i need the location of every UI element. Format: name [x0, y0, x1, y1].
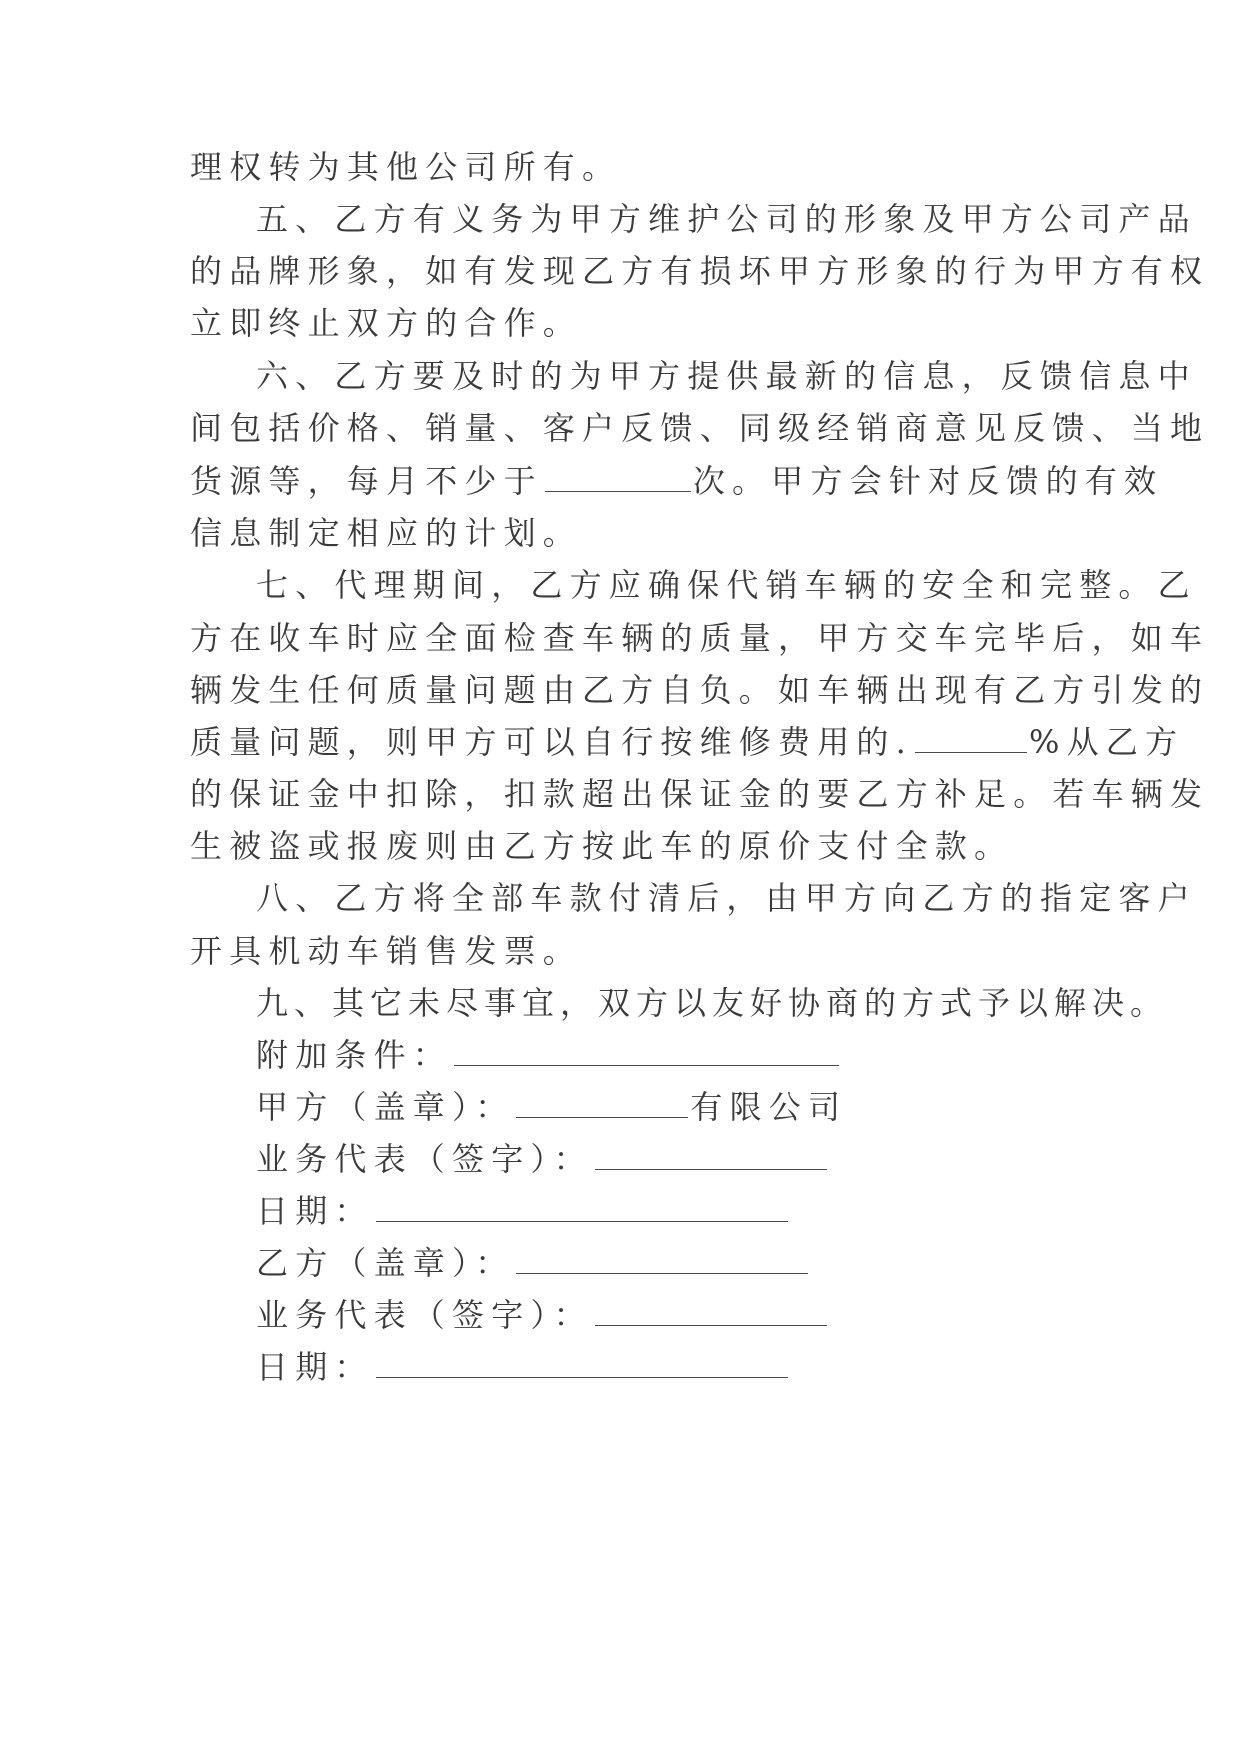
- paragraph-line: [256, 556, 1197, 614]
- paragraph-line: [190, 922, 1090, 980]
- party-a-row: [256, 1078, 1156, 1136]
- paragraph-line: [256, 869, 1197, 927]
- paragraph-line: [190, 713, 1185, 771]
- percentage-blank[interactable]: [915, 726, 1027, 753]
- line-text: 八、乙方将全部车款付清后，由甲方向乙方的指定客户: [256, 879, 1197, 917]
- party-a-label: 甲方（盖章）：: [256, 1088, 515, 1126]
- party-b-blank[interactable]: [516, 1247, 808, 1274]
- line-text: 开具机动车销售发票。: [190, 932, 583, 970]
- line-text: 理权转为其他公司所有。: [190, 148, 622, 186]
- paragraph-line: [256, 974, 1169, 1032]
- line-text: 的保证金中扣除，扣款超出保证金的要乙方补足。若车辆发: [190, 775, 1210, 813]
- paragraph-line: [256, 347, 1197, 405]
- rep-a-signature-blank[interactable]: [595, 1143, 827, 1170]
- date-a-blank[interactable]: [376, 1195, 788, 1222]
- date-b-row: [256, 1338, 1156, 1396]
- line-text: 方在收车时应全面检查车辆的质量，甲方交车完毕后，如车: [190, 619, 1210, 657]
- conditions-label: 附加条件：: [256, 1036, 453, 1074]
- line-text: 间包括价格、销量、客户反馈、同级经销商意见反馈、当地: [190, 409, 1210, 447]
- line-text: 九、其它未尽事宜，双方以友好协商的方式予以解决。: [256, 984, 1169, 1022]
- rep-b-signature-blank[interactable]: [595, 1299, 827, 1326]
- line-text: 次。甲方会针对反馈的有效: [692, 462, 1164, 500]
- rep-b-row: [256, 1286, 1156, 1344]
- line-text: 五、乙方有义务为甲方维护公司的形象及甲方公司产品: [256, 200, 1197, 238]
- conditions-row: [256, 1026, 1156, 1084]
- date-a-label: 日期：: [256, 1192, 374, 1230]
- conditions-blank[interactable]: [454, 1039, 839, 1066]
- paragraph-line: [190, 138, 1090, 196]
- line-text: 辆发生任何质量问题由乙方自负。如车辆出现有乙方引发的: [190, 671, 1210, 709]
- line-text: 货源等，每月不少于: [190, 462, 543, 500]
- rep-b-label: 业务代表（签字）：: [256, 1296, 593, 1334]
- paragraph-line: [190, 609, 1210, 667]
- date-b-label: 日期：: [256, 1348, 374, 1386]
- line-text: 七、代理期间，乙方应确保代销车辆的安全和完整。乙: [256, 566, 1197, 604]
- paragraph-line: [190, 399, 1210, 457]
- date-a-row: [256, 1182, 1156, 1240]
- paragraph-line: [190, 765, 1210, 823]
- paragraph-line: [256, 190, 1197, 248]
- line-text: 的品牌形象，如有发现乙方有损坏甲方形象的行为甲方有权: [190, 252, 1210, 290]
- date-b-blank[interactable]: [376, 1351, 788, 1378]
- line-text: 信息制定相应的计划。: [190, 514, 583, 552]
- paragraph-line: [190, 452, 1164, 510]
- line-text: 六、乙方要及时的为甲方提供最新的信息，反馈信息中: [256, 357, 1197, 395]
- party-a-name-blank[interactable]: [516, 1091, 688, 1118]
- line-text: 质量问题，则甲方可以自行按维修费用的.: [190, 723, 913, 761]
- rep-a-label: 业务代表（签字）：: [256, 1140, 593, 1178]
- line-text: 生被盗或报废则由乙方按此车的原价支付全款。: [190, 827, 1014, 865]
- paragraph-line: [190, 504, 1090, 562]
- line-text: 立即终止双方的合作。: [190, 304, 583, 342]
- party-b-label: 乙方（盖章）：: [256, 1244, 515, 1282]
- line-text: %从乙方: [1028, 723, 1185, 761]
- paragraph-line: [190, 817, 1090, 875]
- rep-a-row: [256, 1130, 1156, 1188]
- party-b-row: [256, 1234, 1156, 1292]
- party-a-suffix: 有限公司: [690, 1088, 848, 1126]
- paragraph-line: [190, 242, 1210, 300]
- paragraph-line: [190, 294, 1090, 352]
- frequency-blank[interactable]: [545, 465, 691, 492]
- paragraph-line: [190, 661, 1210, 719]
